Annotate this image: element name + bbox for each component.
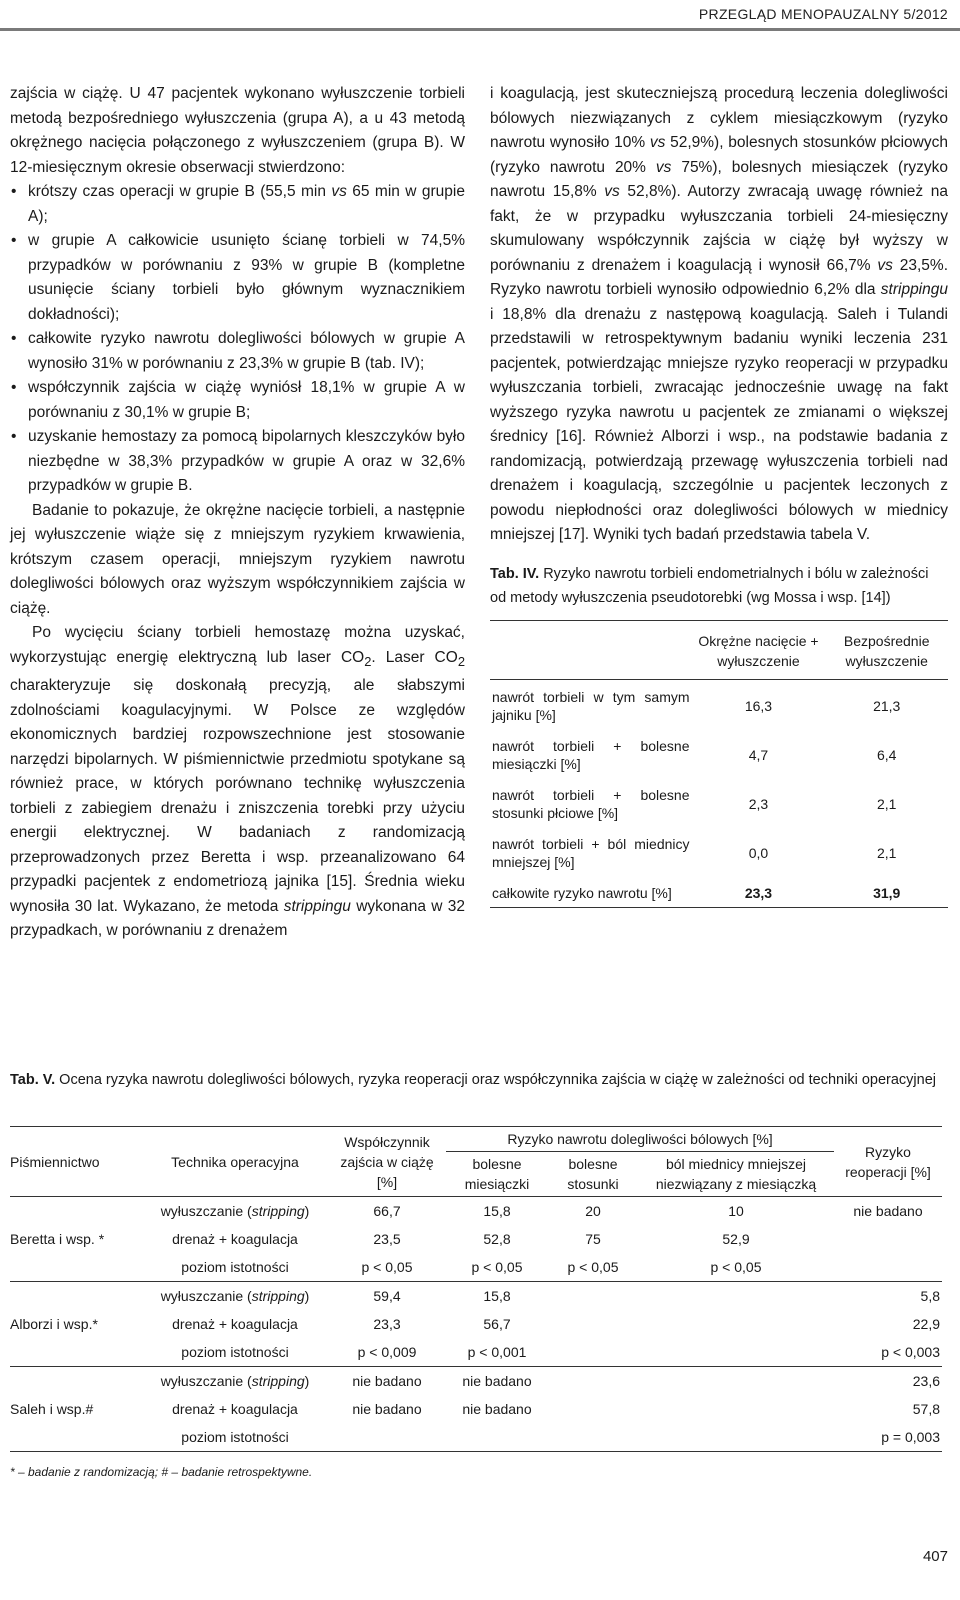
header-reoperation: Ryzyko reoperacji [%] xyxy=(845,1143,931,1180)
finding-item: • uzyskanie hemostazy za pomocą bipolarnych kleszczyków było niezbędne w 38,3% przypadków w grupie A oraz w 32,6% przypadków w grupie B. xyxy=(28,425,465,499)
page-number: 407 xyxy=(922,1548,948,1565)
right-column xyxy=(490,82,948,908)
table-row: nawrót torbieli + bolesne stosunki płciowe [%] 2,3 2,1 xyxy=(492,786,897,821)
table-row: nawrót torbieli w tym samym jajniku [%] 16,3 21,3 xyxy=(492,688,901,723)
table-row: poziom istotności p < 0,05 p < 0,05 p < 0,05 p < 0,05 xyxy=(181,1259,762,1275)
finding-item: • całkowite ryzyko nawrotu dolegliwości bólowych w grupie A wynosiło 31% w porównaniu z 23,3% w grupie B (tab. IV); xyxy=(28,327,465,376)
table5-group-saleh xyxy=(10,1367,942,1452)
paragraph-results: i koagulacją, jest skuteczniejszą procedurą leczenia dolegliwości bólowych niezwiązanych z cyklem miesiączkowym (ryzyko nawrotu wynosiło 10% vs 52,9%), bolesnych stosunków płciowych (ryzyko nawrotu 20% vs 75%), bolesnych miesiączek (ryzyko nawrotu 15,8% vs 52,8%). Autorzy zwracają uwagę również na fakt, że w przypadku wyłuszczania torbieli 24-miesięczny skumulowany współczynnik zajścia w ciążę był wyższy w porównaniu z drenażem i koagulacją i wynosił 66,7% vs 23,5%. Ryzyko nawrotu torbieli wynosiło odpowiednio 6,2% dla strippingu i 18,8% dla drenażu z następową koagulacją. Saleh i Tulandi przedstawili w retrospektywnym badaniu wyniki leczenia 231 pacjentek, potwierdzając mniejsze ryzyko reoperacji w przypadku wyłuszczania torbieli, zwracając jednocześnie uwagę na fakt wyższego ryzyka nawrotu u pacjentek ze zmianami o większej średnicy [16]. Również Alborzi i wsp., na podstawie badania z randomizacją, potwierdzają przewagę wyłuszczenia torbieli nad drenażem i koagulacją, szczególnie u pacjentek leczonych z powodu niepłodności oraz dolegliwości bólowych w miednicy mniejszej [17]. Wyniki tych badań przedstawia tabela V. xyxy=(490,85,948,543)
finding-item: • w grupie A całkowicie usunięto ścianę torbieli w 74,5% przypadków w porównaniu z 93% w grupie B (kompletne usunięcie ściany torbieli było głównym wyznacznikiem dokładności); xyxy=(28,229,465,327)
header-technique: Technika operacyjna xyxy=(171,1153,299,1170)
table4-header-circular: Okrężne nacięcie + wyłuszczenie xyxy=(698,632,819,669)
table-row: drenaż + koagulacja 23,5 52,8 75 52,9 xyxy=(172,1231,750,1247)
header-pain-risk: Ryzyko nawrotu dolegliwości bólowych [%] xyxy=(446,1127,834,1152)
table-row: Beretta i wsp. * wyłuszczanie (stripping) 66,7 15,8 20 10 nie badano xyxy=(10,1197,942,1226)
table-row: poziom istotności p < 0,009 p < 0,001 p < 0,003 xyxy=(181,1344,940,1360)
page-header xyxy=(0,0,960,28)
paragraph-intro: zajścia w ciążę. U 47 pacjentek wykonano wyłuszczenie torbieli metodą bezpośredniego wyłuszczenia (grupa A), a u 43 metodą okrężnego nacięcia połączonego z wyłuszczeniem (grupa B). W 12-miesięcznym okresie obserwacji stwierdzono: xyxy=(10,85,465,176)
table5-group-alborzi xyxy=(10,1282,942,1367)
left-column xyxy=(10,82,465,944)
table-row: Saleh i wsp.# wyłuszczanie (stripping) nie badano nie badano 23,6 xyxy=(10,1367,942,1396)
table5-caption: Tab. V. Ocena ryzyka nawrotu dolegliwości bólowych, ryzyka reoperacji oraz współczynnika zajścia w ciążę w zależności od techniki operacyjnej xyxy=(10,1072,937,1088)
header-pelvic-pain: ból miednicy mniejszej niezwiązany z miesiączką xyxy=(655,1156,817,1192)
table-row: drenaż + koagulacja nie badano nie badano 57,8 xyxy=(172,1401,940,1417)
paragraph-hemostasis: Po wycięciu ściany torbieli hemostazę można uzyskać, wykorzystując energię elektryczną lub laser $CO_2$. Laser $CO_2$ charakteryzuje się doskonałą precyzją, ale słabszymi zdolnościami koagulacyjnymi. W Polsce ze względów ekonomicznych bardziej rozpowszechnione jest stosowanie narzędzi bipolarnych. W piśmiennictwie przedmiotu spotykane są również prace, w których porównano technikę wyłuszczenia torbieli z zabiegiem drenażu i zniszczenia torebki przy użyciu energii elektrycznej. W badaniach z randomizacją przeprowadzonych przez Beretta i wsp. przeanalizowano 64 przypadki pacjentek z endometriozą jajnika [15]. Średnia wieku wynosiła 30 lat. Wykazano, że metoda strippingu wykonana w 32 przypadkach, w porównaniu z drenażem xyxy=(10,624,465,940)
table-row-total: całkowite ryzyko nawrotu [%] 23,3 31,9 xyxy=(490,876,948,908)
author-cell: Beretta i wsp. * xyxy=(10,1231,105,1247)
table4 xyxy=(490,620,948,908)
journal-title: PRZEGLĄD MENOPAUZALNY 5/2012 xyxy=(698,6,948,22)
table5-footnote: * – badanie z randomizacją; # – badanie retrospektywne. xyxy=(10,1465,313,1479)
author-cell: Saleh i wsp.# xyxy=(10,1401,94,1417)
table-row: nawrót torbieli + bolesne miesiączki [%] 4,7 6,4 xyxy=(492,737,897,772)
finding-item: • krótszy czas operacji w grupie B (55,5 min vs 65 min w grupie A); xyxy=(28,180,465,229)
paragraph-conclusion: Badanie to pokazuje, że okrężne nacięcie torbieli, a następnie jej wyłuszczenie wiąże się z mniejszym ryzykiem krwawienia, krótszym czasem operacji, mniejszym ryzykiem nawrotu dolegliwości bólowych oraz wyższym współczynnikiem zajścia w ciążę. xyxy=(10,501,465,617)
header-pregnancy: Współczynnik zajścia w ciążę [%] xyxy=(340,1133,434,1190)
table-row: Alborzi i wsp.* wyłuszczanie (stripping) 59,4 15,8 5,8 xyxy=(10,1282,942,1311)
table4-header-direct: Bezpośrednie wyłuszczenie xyxy=(843,632,930,669)
table-row: nawrót torbieli + ból miednicy mniejszej [%] 0,0 2,1 xyxy=(492,835,897,870)
table-row: poziom istotności p = 0,003 xyxy=(181,1429,940,1445)
header-references: Piśmiennictwo xyxy=(10,1153,100,1170)
table5-group-beretta xyxy=(10,1197,942,1282)
findings-list xyxy=(10,180,465,499)
header-rule xyxy=(0,28,960,31)
header-dysmenorrhea: bolesne miesiączki xyxy=(464,1156,530,1192)
author-cell: Alborzi i wsp.* xyxy=(10,1316,98,1332)
table4-caption: Tab. IV. Ryzyko nawrotu torbieli endometrialnych i bólu w zależności od metody wyłuszczenia pseudotorebki (wg Mossa i wsp. [14]) xyxy=(490,565,929,606)
table-row: drenaż + koagulacja 23,3 56,7 22,9 xyxy=(172,1316,940,1332)
finding-item: • współczynnik zajścia w ciążę wyniósł 18,1% w grupie A w porównaniu z 30,1% w grupie B; xyxy=(28,376,465,425)
table5 xyxy=(10,1126,942,1452)
header-dyspareunia: bolesne stosunki xyxy=(567,1156,619,1192)
